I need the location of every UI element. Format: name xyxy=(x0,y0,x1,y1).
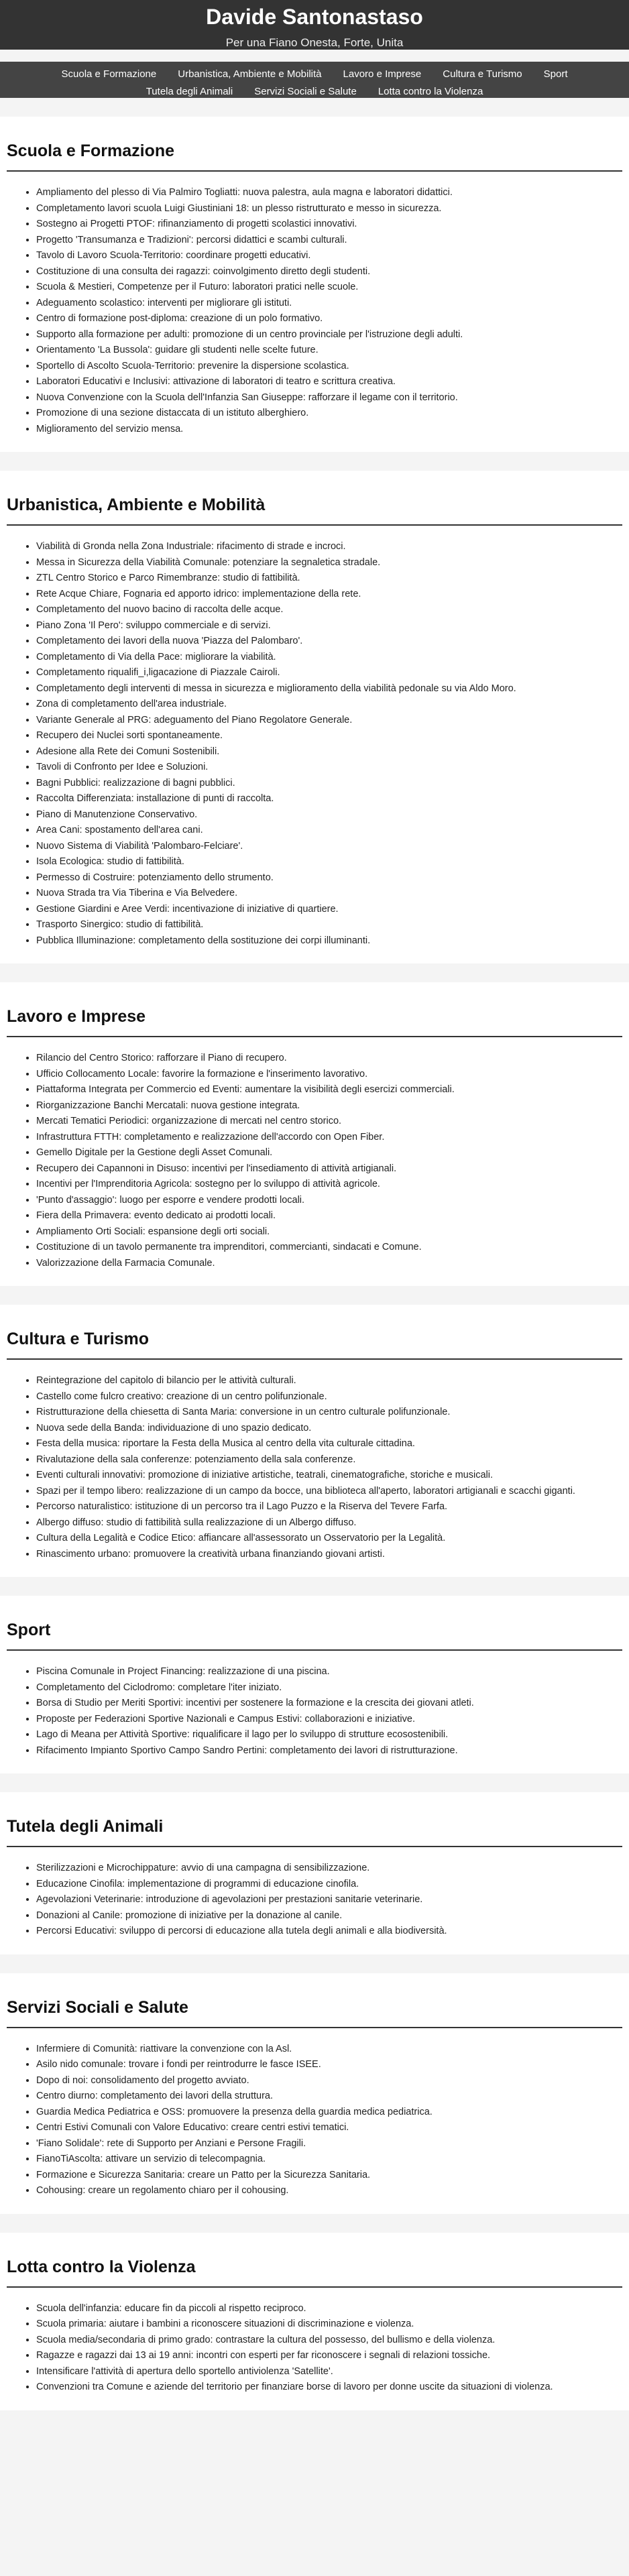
main-content xyxy=(0,117,629,2410)
section-list xyxy=(7,2301,622,2396)
nav-link-tutela-degli-animali[interactable]: Tutela degli Animali xyxy=(146,86,233,97)
list-item: • Spazi per il tempo libero: realizzazione di un campo da bocce, una biblioteca all'aperto, laboratori artigianali e scacchi giganti. xyxy=(36,1484,622,1500)
list-item: • Rinascimento urbano: promuovere la creatività urbana finanziando giovani artisti. xyxy=(36,1547,622,1563)
list-item: • Sportello di Ascolto Scuola-Territorio: prevenire la dispersione scolastica. xyxy=(36,359,622,375)
section-tutela-degli-animali xyxy=(0,1792,629,1954)
list-item: • Orientamento 'La Bussola': guidare gli studenti nelle scelte future. xyxy=(36,343,622,359)
list-item: • Pubblica Illuminazione: completamento della sostituzione dei corpi illuminanti. xyxy=(36,933,622,949)
list-item: • Lago di Meana per Attività Sportive: riqualificare il lago per lo sviluppo di strutture ecosostenibili. xyxy=(36,1727,622,1743)
section-list xyxy=(7,1373,622,1562)
list-item: • Progetto 'Transumanza e Tradizioni': percorsi didattici e scambi culturali. xyxy=(36,233,622,249)
list-item: • Castello come fulcro creativo: creazione di un centro polifunzionale. xyxy=(36,1389,622,1405)
list-item: • Messa in Sicurezza della Viabilità Comunale: potenziare la segnaletica stradale. xyxy=(36,555,622,571)
nav-link-cultura-e-turismo[interactable]: Cultura e Turismo xyxy=(443,68,522,80)
list-item: • Viabilità di Gronda nella Zona Industriale: rifacimento di strade e incroci. xyxy=(36,539,622,555)
list-item: • Nuova Strada tra Via Tiberina e Via Belvedere. xyxy=(36,886,622,902)
list-item: • FianoTiAscolta: attivare un servizio di telecompagnia. xyxy=(36,2152,622,2168)
section-scuola-e-formazione xyxy=(0,117,629,452)
list-item: • Percorsi Educativi: sviluppo di percorsi di educazione alla tutela degli animali e alla biodiversità. xyxy=(36,1924,622,1940)
list-item: • Completamento dei lavori della nuova 'Piazza del Palombaro'. xyxy=(36,634,622,650)
list-item: • 'Punto d'assaggio': luogo per esporre e vendere prodotti locali. xyxy=(36,1193,622,1209)
site-header xyxy=(0,0,629,50)
list-item: • Cultura della Legalità e Codice Etico: affiancare all'assessorato un Osservatorio per la Legalità. xyxy=(36,1531,622,1547)
section-title: Urbanistica, Ambiente e Mobilità xyxy=(7,495,622,526)
list-item: • Centro diurno: completamento dei lavori della struttura. xyxy=(36,2089,622,2105)
list-item: • Nuovo Sistema di Viabilità 'Palombaro-Felciare'. xyxy=(36,839,622,855)
section-title: Scuola e Formazione xyxy=(7,141,622,172)
list-item: • Nuova Convenzione con la Scuola dell'Infanzia San Giuseppe: rafforzare il legame con il territorio. xyxy=(36,390,622,406)
list-item: • Intensificare l'attività di apertura dello sportello antiviolenza 'Satellite'. xyxy=(36,2364,622,2380)
section-list xyxy=(7,185,622,437)
list-item: • Scuola primaria: aiutare i bambini a riconoscere situazioni di discriminazione e violenza. xyxy=(36,2317,622,2333)
section-list xyxy=(7,1051,622,1271)
section-title: Sport xyxy=(7,1620,622,1651)
list-item: • Adeguamento scolastico: interventi per migliorare gli istituti. xyxy=(36,296,622,312)
section-list xyxy=(7,1861,622,1940)
list-item: • Borsa di Studio per Meriti Sportivi: incentivi per sostenere la formazione e la crescita dei giovani atleti. xyxy=(36,1696,622,1712)
list-item: • Dopo di noi: consolidamento del progetto avviato. xyxy=(36,2073,622,2089)
list-item: • Donazioni al Canile: promozione di iniziative per la donazione al canile. xyxy=(36,1908,622,1924)
section-list xyxy=(7,2042,622,2199)
section-servizi-sociali-e-salute xyxy=(0,1973,629,2214)
list-item: • Rete Acque Chiare, Fognaria ed apporto idrico: implementazione della rete. xyxy=(36,587,622,603)
list-item: • Completamento del Ciclodromo: completare l'iter iniziato. xyxy=(36,1680,622,1696)
list-item: • Rifacimento Impianto Sportivo Campo Sandro Pertini: completamento dei lavori di ristrutturazione. xyxy=(36,1743,622,1759)
main-nav xyxy=(0,62,629,98)
list-item: • Piano di Manutenzione Conservativo. xyxy=(36,807,622,823)
list-item: • Area Cani: spostamento dell'area cani. xyxy=(36,823,622,839)
list-item: • Tavolo di Lavoro Scuola-Territorio: coordinare progetti educativi. xyxy=(36,248,622,264)
list-item: • Convenzioni tra Comune e aziende del territorio per finanziare borse di lavoro per donne uscite da situazioni di violenza. xyxy=(36,2380,622,2396)
list-item: • Guardia Medica Pediatrica e OSS: promuovere la presenza della guardia medica pediatrica. xyxy=(36,2105,622,2121)
list-item: • Completamento riqualifi_i,ligacazione di Piazzale Cairoli. xyxy=(36,665,622,681)
list-item: • Percorso naturalistico: istituzione di un percorso tra il Lago Puzzo e la Riserva del Tevere Farfa. xyxy=(36,1499,622,1515)
list-item: • Ampliamento Orti Sociali: espansione degli orti sociali. xyxy=(36,1224,622,1240)
list-item: • Fiera della Primavera: evento dedicato ai prodotti locali. xyxy=(36,1208,622,1224)
list-item: • Recupero dei Capannoni in Disuso: incentivi per l'insediamento di attività artigianali. xyxy=(36,1161,622,1177)
list-item: • Completamento del nuovo bacino di raccolta delle acque. xyxy=(36,602,622,618)
list-item: • Incentivi per l'Imprenditoria Agricola: sostegno per lo sviluppo di attività agricole. xyxy=(36,1177,622,1193)
list-item: • Promozione di una sezione distaccata di un istituto alberghiero. xyxy=(36,406,622,422)
section-title: Lavoro e Imprese xyxy=(7,1006,622,1037)
section-title: Cultura e Turismo xyxy=(7,1329,622,1360)
section-lavoro-e-imprese xyxy=(0,982,629,1286)
list-item: • Trasporto Sinergico: studio di fattibilità. xyxy=(36,917,622,933)
list-item: • Albergo diffuso: studio di fattibilità sulla realizzazione di un Albergo diffuso. xyxy=(36,1515,622,1531)
list-item: • Educazione Cinofila: implementazione di programmi di educazione cinofila. xyxy=(36,1877,622,1893)
section-list xyxy=(7,1664,622,1759)
list-item: • Gestione Giardini e Aree Verdi: incentivazione di iniziative di quartiere. xyxy=(36,902,622,918)
list-item: • Cohousing: creare un regolamento chiaro per il cohousing. xyxy=(36,2183,622,2199)
nav-link-sport[interactable]: Sport xyxy=(543,68,568,80)
list-item: • Ragazze e ragazzi dai 13 ai 19 anni: incontri con esperti per far riconoscere i segnali di relazioni tossiche. xyxy=(36,2348,622,2364)
list-item: • Costituzione di un tavolo permanente tra imprenditori, commercianti, sindacati e Comune. xyxy=(36,1240,622,1256)
list-item: • Completamento di Via della Pace: migliorare la viabilità. xyxy=(36,650,622,666)
section-cultura-e-turismo xyxy=(0,1305,629,1577)
section-urbanistica-ambiente-e-mobilita xyxy=(0,471,629,963)
list-item: • Zona di completamento dell'area industriale. xyxy=(36,697,622,713)
section-title: Servizi Sociali e Salute xyxy=(7,1997,622,2028)
list-item: • Nuova sede della Banda: individuazione di uno spazio dedicato. xyxy=(36,1421,622,1437)
list-item: • Variante Generale al PRG: adeguamento del Piano Regolatore Generale. xyxy=(36,713,622,729)
nav-link-scuola-e-formazione[interactable]: Scuola e Formazione xyxy=(61,68,157,80)
section-sport xyxy=(0,1596,629,1773)
list-item: • Proposte per Federazioni Sportive Nazionali e Campus Estivi: collaborazioni e iniziative. xyxy=(36,1712,622,1728)
list-item: • Scuola media/secondaria di primo grado: contrastare la cultura del possesso, del bullismo e della violenza. xyxy=(36,2333,622,2349)
list-item: • Infrastruttura FTTH: completamento e realizzazione dell'accordo con Open Fiber. xyxy=(36,1130,622,1146)
list-item: • 'Fiano Solidale': rete di Supporto per Anziani e Persone Fragili. xyxy=(36,2136,622,2152)
list-item: • Sterilizzazioni e Microchippature: avvio di una campagna di sensibilizzazione. xyxy=(36,1861,622,1877)
list-item: • Mercati Tematici Periodici: organizzazione di mercati nel centro storico. xyxy=(36,1114,622,1130)
section-title: Tutela degli Animali xyxy=(7,1816,622,1847)
nav-link-lotta-contro-la-violenza[interactable]: Lotta contro la Violenza xyxy=(378,86,483,97)
list-item: • Raccolta Differenziata: installazione di punti di raccolta. xyxy=(36,791,622,807)
list-item: • Supporto alla formazione per adulti: promozione di un centro provinciale per l'istruzione degli adulti. xyxy=(36,327,622,343)
list-item: • Formazione e Sicurezza Sanitaria: creare un Patto per la Sicurezza Sanitaria. xyxy=(36,2168,622,2184)
list-item: • Completamento lavori scuola Luigi Giustiniani 18: un plesso ristrutturato e messo in sicurezza. xyxy=(36,201,622,217)
list-item: • Asilo nido comunale: trovare i fondi per reintrodurre le fasce ISEE. xyxy=(36,2057,622,2073)
list-item: • Recupero dei Nuclei sorti spontaneamente. xyxy=(36,728,622,744)
list-item: • Centri Estivi Comunali con Valore Educativo: creare centri estivi tematici. xyxy=(36,2120,622,2136)
site-subtitle: Per una Fiano Onesta, Forte, Unita xyxy=(225,36,404,49)
nav-link-urbanistica-ambiente-e-mobilita[interactable]: Urbanistica, Ambiente e Mobilità xyxy=(178,68,322,80)
list-item: • Miglioramento del servizio mensa. xyxy=(36,422,622,438)
list-item: • Centro di formazione post-diploma: creazione di un polo formativo. xyxy=(36,311,622,327)
list-item: • Laboratori Educativi e Inclusivi: attivazione di laboratori di teatro e scrittura creativa. xyxy=(36,374,622,390)
list-item: • Gemello Digitale per la Gestione degli Asset Comunali. xyxy=(36,1145,622,1161)
list-item: • Completamento degli interventi di messa in sicurezza e miglioramento della viabilità pedonale su via Aldo Moro. xyxy=(36,681,622,697)
list-item: • Ufficio Collocamento Locale: favorire la formazione e l'inserimento lavorativo. xyxy=(36,1067,622,1083)
list-item: • Festa della musica: riportare la Festa della Musica al centro della vita culturale cittadina. xyxy=(36,1436,622,1452)
list-item: • Isola Ecologica: studio di fattibilità. xyxy=(36,854,622,870)
nav-link-lavoro-e-imprese[interactable]: Lavoro e Imprese xyxy=(343,68,422,80)
list-item: • Ristrutturazione della chiesetta di Santa Maria: conversione in un centro culturale polifunzionale. xyxy=(36,1405,622,1421)
list-item: • Ampliamento del plesso di Via Palmiro Togliatti: nuova palestra, aula magna e laboratori didattici. xyxy=(36,185,622,201)
list-item: • Rilancio del Centro Storico: rafforzare il Piano di recupero. xyxy=(36,1051,622,1067)
list-item: • Piattaforma Integrata per Commercio ed Eventi: aumentare la visibilità degli esercizi commerciali. xyxy=(36,1082,622,1098)
list-item: • Rivalutazione della sala conferenze: potenziamento della sala conferenze. xyxy=(36,1452,622,1468)
list-item: • ZTL Centro Storico e Parco Rimembranze: studio di fattibilità. xyxy=(36,571,622,587)
list-item: • Costituzione di una consulta dei ragazzi: coinvolgimento diretto degli studenti. xyxy=(36,264,622,280)
list-item: • Valorizzazione della Farmacia Comunale. xyxy=(36,1256,622,1272)
list-item: • Piano Zona 'Il Pero': sviluppo commerciale e di servizi. xyxy=(36,618,622,634)
top-spacer xyxy=(0,98,629,117)
list-item: • Reintegrazione del capitolo di bilancio per le attività culturali. xyxy=(36,1373,622,1389)
list-item: • Piscina Comunale in Project Financing: realizzazione di una piscina. xyxy=(36,1664,622,1680)
section-title: Lotta contro la Violenza xyxy=(7,2257,622,2288)
list-item: • Agevolazioni Veterinarie: introduzione di agevolazioni per prestazioni sanitarie veterinarie. xyxy=(36,1892,622,1908)
list-item: • Bagni Pubblici: realizzazione di bagni pubblici. xyxy=(36,776,622,792)
list-item: • Eventi culturali innovativi: promozione di iniziative artistiche, teatrali, cinematografiche, storiche e musicali. xyxy=(36,1468,622,1484)
list-item: • Adesione alla Rete dei Comuni Sostenibili. xyxy=(36,744,622,760)
list-item: • Scuola & Mestieri, Competenze per il Futuro: laboratori pratici nelle scuole. xyxy=(36,280,622,296)
section-lotta-contro-la-violenza xyxy=(0,2233,629,2410)
section-list xyxy=(7,539,622,949)
site-title: Davide Santonastaso xyxy=(206,5,423,29)
list-item: • Riorganizzazione Banchi Mercatali: nuova gestione integrata. xyxy=(36,1098,622,1114)
list-item: • Tavoli di Confronto per Idee e Soluzioni. xyxy=(36,760,622,776)
list-item: • Sostegno ai Progetti PTOF: rifinanziamento di progetti scolastici innovativi. xyxy=(36,217,622,233)
list-item: • Infermiere di Comunità: riattivare la convenzione con la Asl. xyxy=(36,2042,622,2058)
nav-link-servizi-sociali-e-salute[interactable]: Servizi Sociali e Salute xyxy=(254,86,357,97)
list-item: • Scuola dell'infanzia: educare fin da piccoli al rispetto reciproco. xyxy=(36,2301,622,2317)
list-item: • Permesso di Costruire: potenziamento dello strumento. xyxy=(36,870,622,886)
